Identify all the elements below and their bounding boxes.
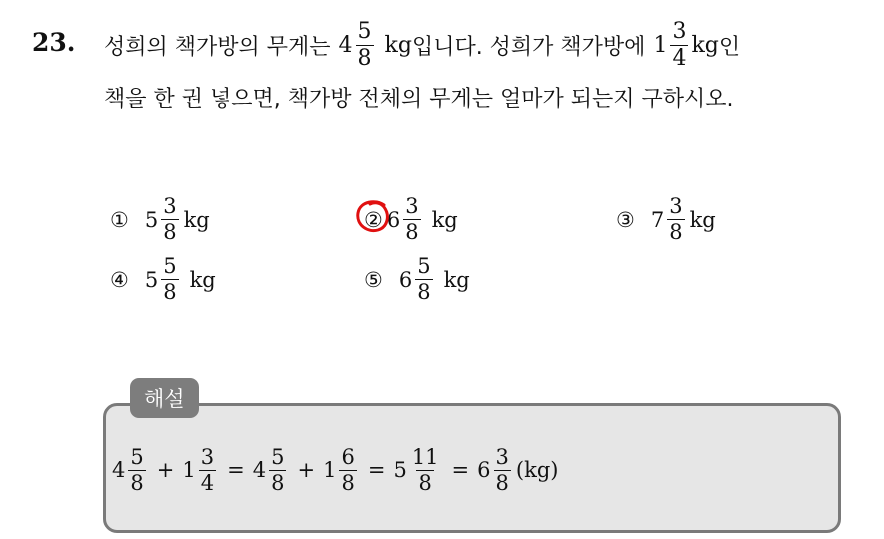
choice-5[interactable]: ⑤ 6 $\frac{5}{8}$ kg bbox=[364, 254, 470, 304]
term-3: 4 $\frac{5}{8}$ bbox=[252, 444, 285, 495]
term-4: 1 $\frac{6}{8}$ bbox=[323, 444, 355, 495]
unit-kg-paren: (kg) bbox=[515, 458, 559, 482]
solution-label: 해설 bbox=[130, 378, 199, 418]
question-line-1 bbox=[104, 18, 740, 72]
choice-1[interactable]: ① 5 $\frac{3}{8}$ kg bbox=[110, 194, 210, 244]
unit-kg: kg bbox=[384, 32, 412, 58]
question-text-part3: 인 bbox=[718, 34, 741, 60]
solution-expression: 4 $\frac{5}{8}$ + 1 $\frac{3}{4}$ = 4 $\frac{5}{8}$ + 1 $\frac{6}{8}$ = 5 $\frac{11}{8}$ = 6 $\frac{3}{8}$ (kg) bbox=[112, 444, 559, 495]
unit-kg-2: kg bbox=[691, 32, 719, 58]
answer-circle-annotation bbox=[354, 199, 392, 235]
choice-mark: ② bbox=[364, 208, 383, 232]
term-5: 5 $\frac{11}{8}$ bbox=[393, 444, 439, 495]
book-weight: 1 $\frac{3}{4}$ bbox=[653, 18, 687, 71]
question-number: 23. bbox=[32, 28, 76, 57]
bag-weight: 4 $\frac{5}{8}$ bbox=[338, 18, 372, 71]
choice-mark: ⑤ bbox=[364, 267, 383, 292]
question-line-2: 책을 한 권 넣으면, 책가방 전체의 무게는 얼마가 되는지 구하시오. bbox=[104, 87, 734, 112]
choice-mark: ④ bbox=[110, 267, 129, 292]
term-6: 6 $\frac{3}{8}$ bbox=[477, 444, 509, 495]
question-text-part1: 성희의 책가방의 무게는 bbox=[104, 34, 331, 60]
choice-mark: ① bbox=[110, 207, 129, 232]
choice-2[interactable]: ② 6 $\frac{3}{8}$ kg bbox=[364, 196, 458, 243]
term-1: 4 $\frac{5}{8}$ bbox=[112, 444, 144, 495]
question-text-part2: 입니다. 성희가 책가방에 bbox=[411, 34, 646, 60]
choice-4[interactable]: ④ 5 $\frac{5}{8}$ kg bbox=[110, 254, 216, 304]
choice-3[interactable]: ③ 7 $\frac{3}{8}$ kg bbox=[616, 194, 716, 244]
term-2: 1 $\frac{3}{4}$ bbox=[182, 444, 215, 495]
choice-mark: ③ bbox=[616, 207, 635, 232]
